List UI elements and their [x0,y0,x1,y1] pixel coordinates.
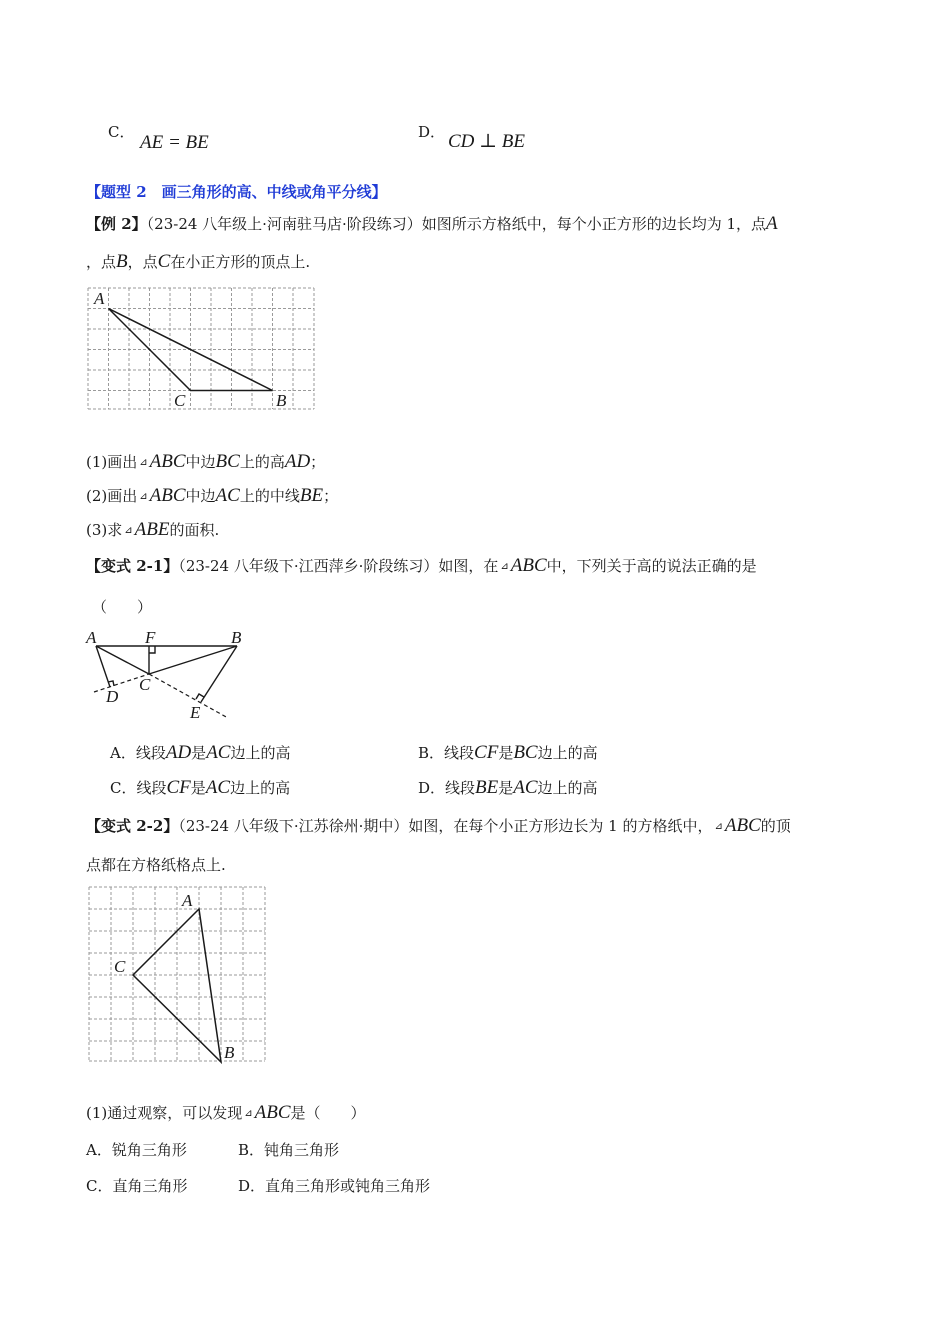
example2-question-2: (2)画出 ⊿ ABC中边AC上的中线BE； [86,485,339,506]
variant21-statement: 【变式 2-1】（23-24 八年级下·江西萍乡·阶段练习）如图，在 ⊿ ABC中，下列关于高的说法正确的是 [86,555,757,576]
triangle-icon: ⊿ [139,491,148,502]
label-a: A [94,289,105,308]
label-b: B [276,391,287,410]
example2-text-c: ，点 [127,253,158,271]
example2-point-b: B [116,251,128,272]
option-d-label: D． [418,123,446,141]
topic-heading: 【题型 2 画三角形的高、中线或角平分线】 [86,183,387,201]
option-d-math: CD ⊥ BE [448,131,525,152]
variant22-option-a[interactable]: A．锐角三角形 [86,1141,187,1159]
example2-point-a: A [766,213,778,234]
variant22-statement: 【变式 2-2】（23-24 八年级下·江苏徐州·期中）如图，在每个小正方形边长为 1 的方格纸中， ⊿ ABC的顶 [86,815,791,836]
label-c: C [139,675,151,694]
example2-point-c: C [157,251,171,272]
label-a: A [182,891,193,910]
triangle-icon: ⊿ [124,525,133,536]
triangle-icon: ⊿ [244,1108,253,1119]
label-d: D [106,687,119,706]
option-c-math: AE = BE [140,132,209,153]
example2-text-a: （23-24 八年级上·河南驻马店·阶段练习）如图所示方格纸中，每个小正方形的边长均为 1，点 [146,215,767,233]
example2-figure [86,286,318,414]
variant21-option-b[interactable]: B．线段CF是BC边上的高 [418,742,598,763]
example2-statement-cont [86,251,310,273]
triangle-icon: ⊿ [139,457,148,468]
label-b: B [224,1043,235,1062]
label-e: E [190,703,201,722]
label-b: B [231,628,242,647]
triangle-icon: ⊿ [500,561,509,572]
variant22-statement-cont: 点都在方格纸格点上. [86,856,226,874]
variant22-figure [86,884,270,1066]
triangle-icon: ⊿ [714,821,723,832]
label-a: A [86,628,97,647]
variant21-option-a[interactable]: A．线段AD是AC边上的高 [110,742,291,763]
variant21-answer-bracket: （ ） [92,598,153,616]
example2-question-1: (1)画出 ⊿ ABC中边BC上的高AD； [86,451,326,472]
variant21-option-d[interactable]: D．线段BE是AC边上的高 [418,777,598,798]
label-f: F [145,628,156,647]
label-c: C [174,391,186,410]
variant22-option-c[interactable]: C．直角三角形 [86,1177,188,1195]
variant21-option-c[interactable]: C．线段CF是AC边上的高 [110,777,291,798]
option-c-label: C． [108,123,135,141]
variant22-option-b[interactable]: B．钝角三角形 [238,1141,340,1159]
example2-tag: 【例 2】 [86,215,147,233]
example2-text-d: 在小正方形的顶点上. [170,253,311,271]
variant22-option-d[interactable]: D．直角三角形或钝角三角形 [238,1177,431,1195]
example2-statement [86,213,778,235]
variant22-question-1: (1)通过观察，可以发现 ⊿ ABC是（ ） [86,1102,366,1123]
label-c: C [114,957,126,976]
variant21-figure [86,626,246,726]
example2-text-b: ，点 [86,253,117,271]
example2-question-3: (3)求 ⊿ ABE的面积. [86,519,220,540]
